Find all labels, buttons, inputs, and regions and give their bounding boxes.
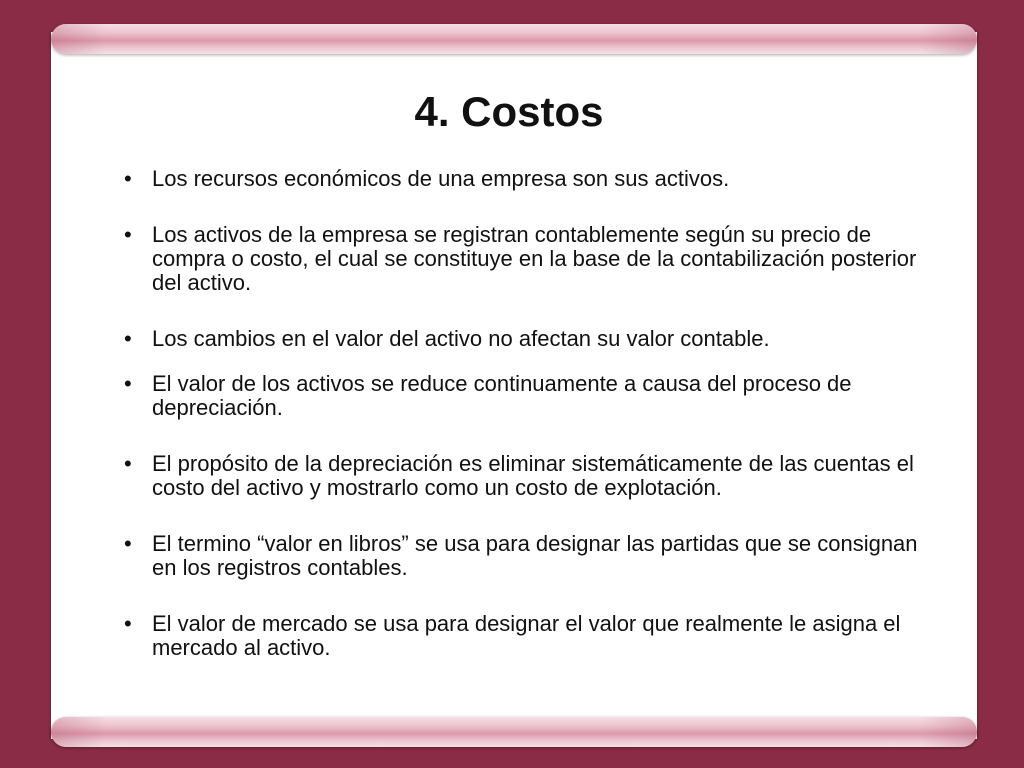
bullet-item (120, 223, 920, 295)
bullet-item (120, 612, 920, 660)
bullet-dot: • (124, 166, 132, 191)
bullet-item (120, 372, 920, 420)
bullet-dot: • (124, 611, 132, 636)
slide-title: 4. Costos (414, 88, 604, 135)
bullet-text: Los cambios en el valor del activo no afectan su valor contable. (152, 326, 770, 351)
bullet-text: El valor de mercado se usa para designar el valor que realmente le asigna el mercado al activo. (152, 611, 901, 660)
bullet-item (120, 327, 920, 351)
bullet-dot: • (124, 326, 132, 351)
bullet-dot: • (124, 222, 132, 247)
bullet-text: El valor de los activos se reduce continuamente a causa del proceso de depreciación. (152, 371, 852, 420)
bottom-scroll-roll (51, 717, 977, 747)
bullet-dot: • (124, 451, 132, 476)
top-scroll-roll (51, 24, 977, 54)
bullet-text: El termino “valor en libros” se usa para designar las partidas que se consignan en los registros contables. (152, 531, 918, 580)
bullet-text: Los recursos económicos de una empresa son sus activos. (152, 166, 730, 191)
bullet-dot: • (124, 531, 132, 556)
bullet-list (120, 167, 920, 660)
bullet-dot: • (124, 371, 132, 396)
bullet-text: El propósito de la depreciación es eliminar sistemáticamente de las cuentas el costo del activo y mostrarlo como un costo de explotación. (152, 451, 914, 500)
bullet-item (120, 452, 920, 500)
bullet-text: Los activos de la empresa se registran contablemente según su precio de compra o costo, el cual se constituye en la base de la contabilización posterior del activo. (152, 222, 917, 295)
bullet-item (120, 532, 920, 580)
bullet-item (120, 167, 920, 191)
